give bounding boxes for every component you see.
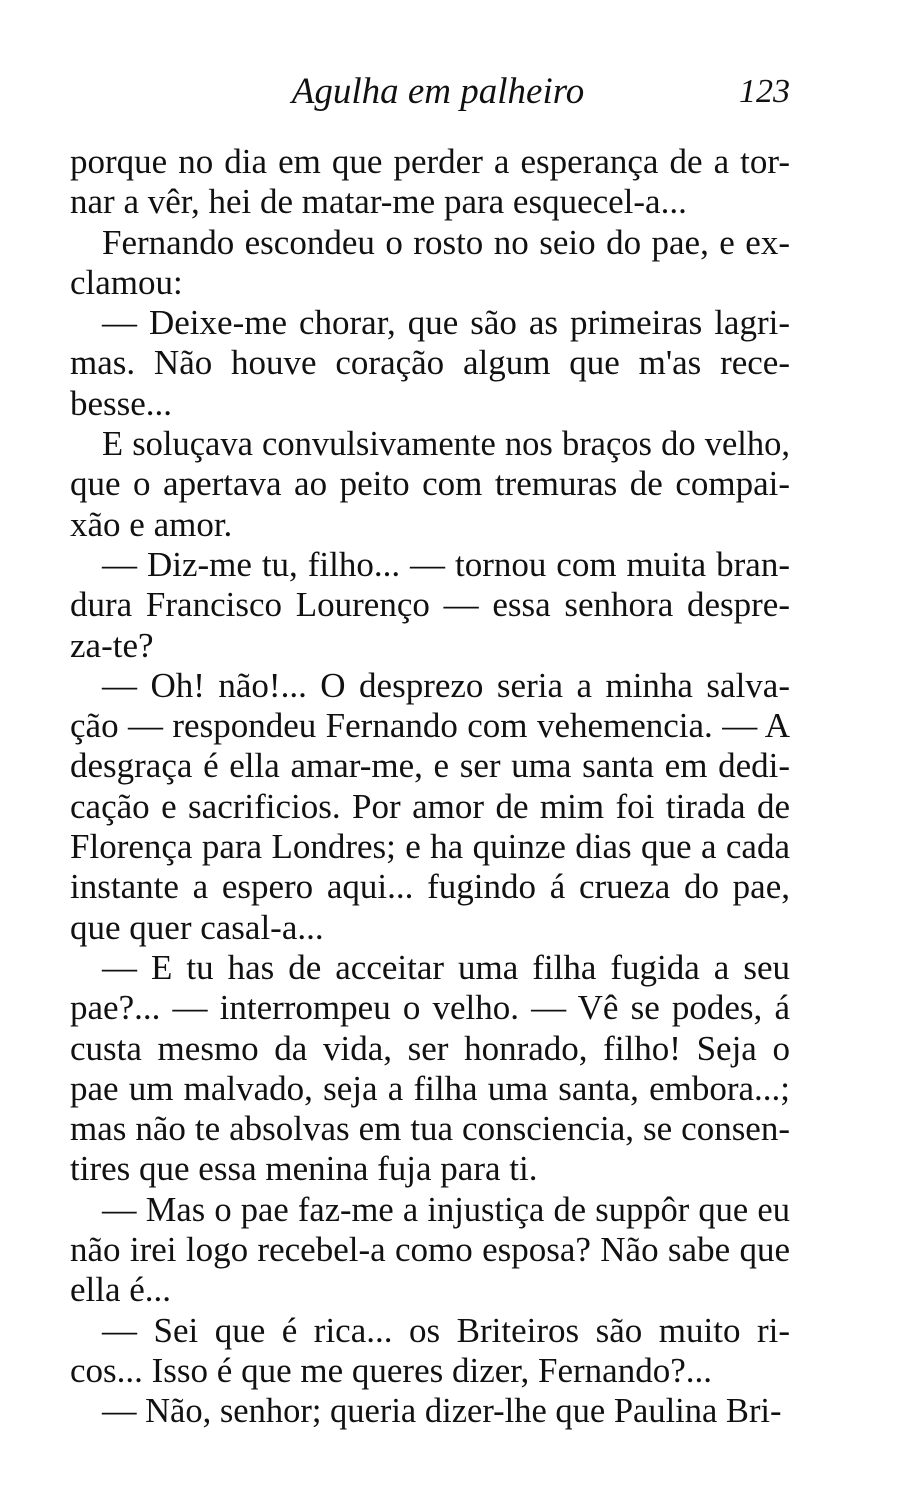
paragraph: [70, 424, 790, 545]
text-line: Fernando escondeu o rosto no seio do pae, e ex-: [102, 222, 790, 262]
running-head: [70, 70, 790, 114]
text-line: za-te?: [70, 625, 154, 665]
text-line: — Mas o pae faz-me a injustiça de suppôr que eu: [102, 1190, 790, 1229]
text-line: besse...: [70, 383, 173, 423]
text-line: — Deixe-me chorar, que são as primeiras lagri-: [102, 303, 790, 343]
paragraph: [70, 1311, 790, 1392]
text-line: — E tu has de acceitar uma filha fugida a seu: [102, 947, 790, 987]
text-line: E soluçava convulsivamente nos braços do velho,: [102, 425, 790, 464]
text-line: não irei logo recebel-a como esposa? Não sabe que: [70, 1230, 790, 1270]
paragraph: [70, 303, 790, 424]
text-line: pae um malvado, seja a filha uma santa, embora...;: [70, 1068, 790, 1108]
running-title: Agulha em palheiro: [291, 71, 585, 112]
text-line: mas. Não houve coração algum que m'as rece-: [70, 343, 790, 383]
text-line: — Oh! não!... O desprezo seria a minha salva-: [102, 665, 790, 705]
body-text: [70, 142, 790, 1432]
text-line: pae?... — interrompeu o velho. — Vê se podes, á: [70, 988, 790, 1028]
text-line: que o apertava ao peito com tremuras de compai-: [70, 464, 790, 504]
text-line: desgraça é ella amar-me, e ser uma santa em dedi-: [70, 746, 790, 786]
text-line: tires que essa menina fuja para ti.: [70, 1149, 538, 1189]
paragraph: [70, 1391, 790, 1431]
paragraph: [70, 666, 790, 948]
paragraph: [70, 223, 790, 304]
text-line: cos... Isso é que me queres dizer, Fernando?...: [70, 1350, 712, 1390]
text-line: instante a espero aqui... fugindo á crueza do pae,: [70, 867, 790, 907]
paragraph: [70, 948, 790, 1190]
text-line: mas não te absolvas em tua consciencia, se consen-: [70, 1109, 790, 1149]
page-number: 123: [739, 73, 790, 110]
paragraph: [70, 142, 790, 223]
text-line: Florença para Londres; e ha quinze dias que a cada: [70, 827, 790, 867]
text-line: dura Francisco Lourenço — essa senhora despre-: [70, 585, 790, 625]
text-line: porque no dia em que perder a esperança de a tor-: [70, 142, 790, 181]
text-line: clamou:: [70, 262, 183, 302]
text-line: que quer casal-a...: [70, 907, 324, 947]
text-line: ella é...: [70, 1270, 172, 1310]
paragraph: [70, 545, 790, 666]
text-line: — Sei que é rica... os Briteiros são muito ri-: [102, 1310, 790, 1350]
text-line: xão e amor.: [70, 504, 233, 544]
text-line: — Não, senhor; queria dizer-lhe que Paulina Bri-: [102, 1392, 782, 1431]
paragraph: [70, 1190, 790, 1311]
text-line: cação e sacrificios. Por amor de mim foi tirada de: [70, 786, 790, 826]
text-line: — Diz-me tu, filho... — tornou com muita bran-: [102, 544, 790, 584]
text-line: nar a vêr, hei de matar-me para esquecel-a...: [70, 182, 687, 222]
text-line: custa mesmo da vida, ser honrado, filho! Seja o: [70, 1028, 790, 1068]
text-line: ção — respondeu Fernando com vehemencia. — A: [70, 706, 790, 746]
